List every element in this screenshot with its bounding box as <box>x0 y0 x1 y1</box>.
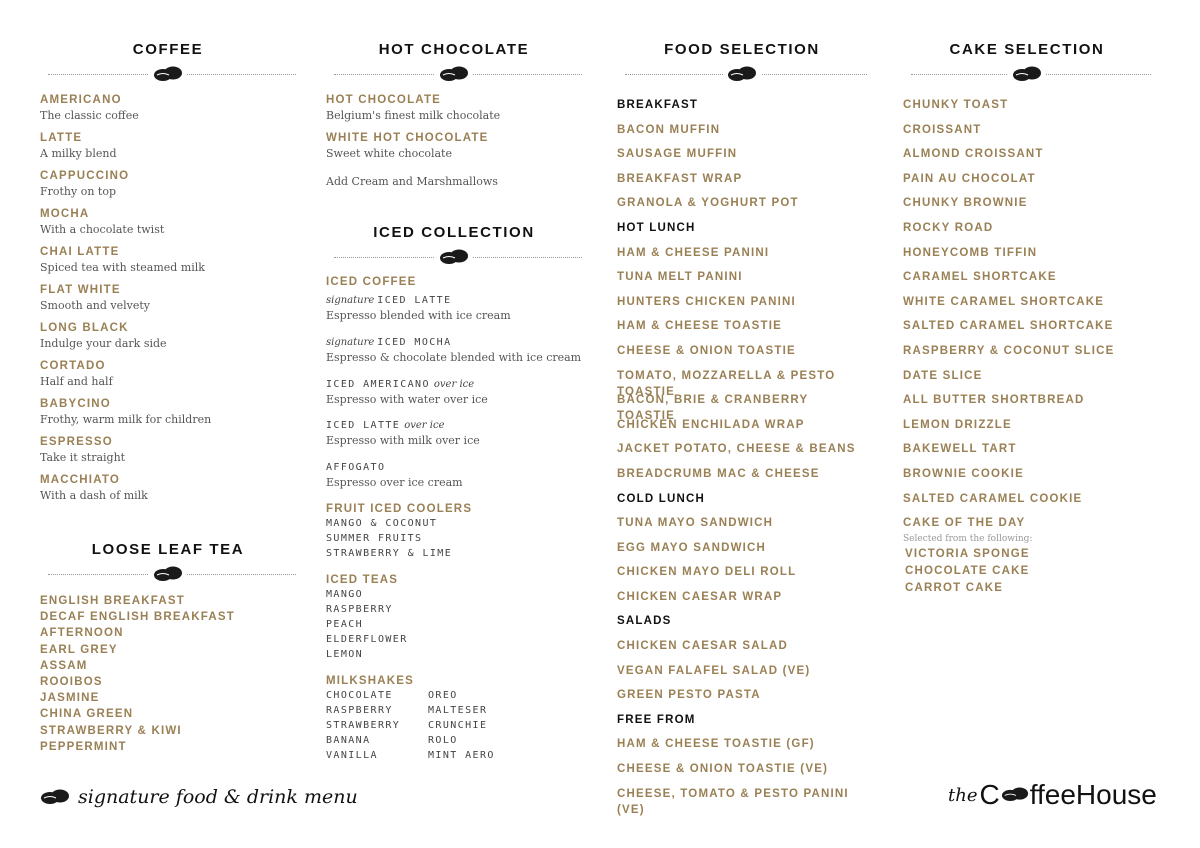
iced-section-title: ICED COLLECTION <box>373 224 535 241</box>
coffee-desc: With a chocolate twist <box>40 223 165 236</box>
coffee-item <box>40 131 296 169</box>
food-item: BACON, BRIE & CRANBERRY TOASTIE <box>617 394 809 423</box>
food-item: JACKET POTATO, CHEESE & BEANS <box>617 443 856 456</box>
coffee-item <box>40 435 296 473</box>
food-item: CHEESE & ONION TOASTIE (VE) <box>617 763 829 776</box>
coffee-desc: Indulge your dark side <box>40 337 167 350</box>
iced-tea-item: MANGO <box>326 589 364 601</box>
iced-drink-desc: Espresso blended with ice cream <box>326 309 511 322</box>
milkshake-item: CRUNCHIE <box>428 719 488 731</box>
iced-drink-desc: Espresso with water over ice <box>326 392 488 406</box>
milkshakes-left-list <box>326 689 428 763</box>
food-item: CHICKEN MAYO DELI ROLL <box>617 566 797 579</box>
food-item: TOMATO, MOZZARELLA & PESTO TOASTIE <box>617 369 836 398</box>
signature-label: signature <box>326 337 375 348</box>
milkshake-item: ROLO <box>428 734 458 746</box>
cake-item: CAKE OF THE DAY <box>903 517 1026 530</box>
coffee-item <box>40 93 296 131</box>
coffee-desc: Frothy on top <box>40 185 117 198</box>
iced-drink-desc: Espresso & chocolate blended with ice cream <box>326 351 582 364</box>
iced-drink-desc: Espresso with milk over ice <box>326 434 480 447</box>
coffee-item <box>40 207 296 245</box>
food-item: CHICKEN CAESAR SALAD <box>617 640 788 653</box>
coffee-name: LATTE <box>40 132 83 144</box>
coffee-bean-icon <box>149 566 187 582</box>
milkshake-item: MALTESER <box>428 705 488 717</box>
iced-drink-title <box>326 457 582 475</box>
hot-chocolate-desc: Belgium's finest milk chocolate <box>326 109 501 122</box>
milkshake-item: VANILLA <box>326 749 378 761</box>
food-item: TUNA MELT PANINI <box>617 271 743 284</box>
cooler-item: MANGO & COCONUT <box>326 518 438 529</box>
milkshake-item: STRAWBERRY <box>326 719 401 731</box>
cake-item: CHUNKY BROWNIE <box>903 197 1028 210</box>
cake-item: ALMOND CROISSANT <box>903 148 1044 161</box>
coffee-bean-icon <box>149 66 187 82</box>
cake-item: CARAMEL SHORTCAKE <box>903 271 1057 284</box>
coffee-desc: Take it straight <box>40 451 126 464</box>
coffee-bean-icon <box>1008 66 1046 82</box>
coffee-name: BABYCINO <box>40 398 111 410</box>
iced-drink-name: ICED LATTE <box>326 420 401 431</box>
coffee-desc: Frothy, warm milk for children <box>40 413 212 426</box>
hot-chocolate-extra: Add Cream and Marshmallows <box>326 175 498 188</box>
iced-drinks-list <box>326 290 582 498</box>
tea-item: CHINA GREEN <box>40 708 134 721</box>
coffee-name: FLAT WHITE <box>40 284 121 296</box>
logo-brand-c: C <box>979 779 1000 810</box>
cake-item: CHUNKY TOAST <box>903 99 1009 111</box>
iced-drink-title <box>326 290 582 308</box>
coffee-bean-icon <box>40 789 70 805</box>
hot-chocolate-desc: Sweet white chocolate <box>326 147 452 160</box>
hot-chocolate-item <box>326 131 582 169</box>
cake-item: ROCKY ROAD <box>903 221 994 234</box>
food-item: CHEESE & ONION TOASTIE <box>617 344 796 357</box>
cake-item: SALTED CARAMEL COOKIE <box>903 492 1083 505</box>
cake-of-day-note: Selected from the following: <box>903 533 1033 544</box>
drinks-column <box>326 40 582 763</box>
tea-section-title: LOOSE LEAF TEA <box>91 541 245 558</box>
iced-teas-list <box>326 588 582 662</box>
iced-drink-item <box>326 457 582 499</box>
cake-item: PAIN AU CHOCOLAT <box>903 172 1036 185</box>
iced-drink-item <box>326 332 582 374</box>
iced-tea-item: PEACH <box>326 618 364 630</box>
iced-drink-name: ICED LATTE <box>377 295 452 306</box>
food-item: TUNA MAYO SANDWICH <box>617 517 774 530</box>
cake-item: BAKEWELL TART <box>903 443 1017 456</box>
cake-of-day-option: VICTORIA SPONGE <box>905 547 1030 560</box>
coffee-desc: Smooth and velvety <box>40 299 150 312</box>
coffee-name: LONG BLACK <box>40 322 129 334</box>
iced-coffee-label: ICED COFFEE <box>326 276 417 288</box>
tea-divider <box>40 564 296 586</box>
coffee-desc: The classic coffee <box>40 109 139 122</box>
iced-drink-item <box>326 374 582 416</box>
signature-label: signature <box>326 295 375 306</box>
food-item: BREADCRUMB MAC & CHEESE <box>617 467 820 480</box>
coffee-name: CORTADO <box>40 360 106 372</box>
hot-chocolate-divider <box>326 64 582 86</box>
cake-section-title: CAKE SELECTION <box>949 41 1105 58</box>
fruit-coolers-label: FRUIT ICED COOLERS <box>326 503 473 515</box>
coffee-item <box>40 321 296 359</box>
food-item: HAM & CHEESE TOASTIE <box>617 320 782 333</box>
food-divider <box>617 64 867 86</box>
coffee-desc: With a dash of milk <box>40 489 148 502</box>
cooler-item: SUMMER FRUITS <box>326 532 423 544</box>
iced-drink-title <box>326 374 582 392</box>
food-item: CHICKEN ENCHILADA WRAP <box>617 418 805 431</box>
milkshakes-label: MILKSHAKES <box>326 675 415 688</box>
iced-drink-item <box>326 290 582 332</box>
coffee-bean-icon <box>435 66 473 82</box>
food-category-heading: SALADS <box>617 615 672 628</box>
food-list <box>617 97 867 816</box>
cake-of-day-option: CARROT CAKE <box>905 581 1004 594</box>
tea-item: JASMINE <box>40 692 100 705</box>
coffee-bean-icon <box>1001 787 1029 802</box>
fruit-coolers-list <box>326 517 582 561</box>
iced-drink-name: ICED AMERICANO <box>326 378 430 390</box>
food-item: VEGAN FALAFEL SALAD (VE) <box>617 664 811 677</box>
iced-tea-item: LEMON <box>326 648 364 660</box>
cooler-item: STRAWBERRY & LIME <box>326 547 453 559</box>
food-section-title: FOOD SELECTION <box>664 41 820 58</box>
cake-column <box>903 40 1151 597</box>
tea-list <box>40 593 296 755</box>
coffee-item <box>40 169 296 207</box>
food-category-heading: FREE FROM <box>617 713 696 726</box>
food-item: BREAKFAST WRAP <box>617 172 743 185</box>
cake-of-day-options <box>903 546 1151 597</box>
hot-chocolate-section-title: HOT CHOCOLATE <box>378 41 530 58</box>
tagline-text: signature food & drink menu <box>78 786 358 808</box>
tea-item: ASSAM <box>40 659 88 672</box>
coffee-desc: Half and half <box>40 375 113 388</box>
cake-divider <box>903 64 1151 86</box>
footer-tagline <box>40 786 358 808</box>
food-item: SAUSAGE MUFFIN <box>617 148 738 161</box>
over-ice-label: over ice <box>404 420 445 431</box>
iced-drink-title <box>326 415 582 433</box>
cake-item: SALTED CARAMEL SHORTCAKE <box>903 320 1114 333</box>
food-item: EGG MAYO SANDWICH <box>617 541 767 554</box>
cake-item: ALL BUTTER SHORTBREAD <box>903 394 1085 407</box>
tea-item: AFTERNOON <box>40 627 124 640</box>
tea-item: ROOIBOS <box>40 676 103 689</box>
coffee-item <box>40 283 296 321</box>
iced-tea-item: ELDERFLOWER <box>326 633 408 645</box>
coffee-item <box>40 473 296 511</box>
hot-chocolate-name: HOT CHOCOLATE <box>326 94 442 106</box>
milkshake-item: BANANA <box>326 734 371 746</box>
tea-item: EARL GREY <box>40 643 118 656</box>
coffee-bean-icon <box>723 66 761 82</box>
coffee-item <box>40 397 296 435</box>
iced-drink-name: AFFOGATO <box>326 461 386 473</box>
food-category-heading: COLD LUNCH <box>617 492 706 505</box>
tea-item: PEPPERMINT <box>40 740 127 753</box>
coffee-divider <box>40 64 296 86</box>
coffee-item <box>40 245 296 283</box>
milkshake-item: CHOCOLATE <box>326 690 393 702</box>
milkshakes-grid <box>326 689 582 763</box>
food-item: GRANOLA & YOGHURT POT <box>617 197 799 210</box>
cake-item: HONEYCOMB TIFFIN <box>903 246 1038 259</box>
tea-item: DECAF ENGLISH BREAKFAST <box>40 611 235 624</box>
coffee-name: ESPRESSO <box>40 436 113 448</box>
hot-chocolate-name: WHITE HOT CHOCOLATE <box>326 132 489 144</box>
cake-list <box>903 97 1151 540</box>
cake-of-day-option: CHOCOLATE CAKE <box>905 564 1030 577</box>
hot-chocolate-item <box>326 93 582 131</box>
milkshake-item: MINT AERO <box>428 749 495 761</box>
over-ice-label: over ice <box>433 378 475 390</box>
food-item: CHEESE, TOMATO & PESTO PANINI (VE) <box>617 787 849 816</box>
coffee-bean-icon <box>435 249 473 265</box>
coffee-name: MOCHA <box>40 208 90 220</box>
milkshake-item: RASPBERRY <box>326 705 393 717</box>
cake-item: DATE SLICE <box>903 369 983 382</box>
food-item: GREEN PESTO PASTA <box>617 689 761 702</box>
iced-drink-desc: Espresso over ice cream <box>326 475 463 489</box>
food-item: CHICKEN CAESAR WRAP <box>617 590 783 603</box>
iced-drink-title <box>326 332 582 350</box>
hot-chocolate-list <box>326 93 582 169</box>
iced-tea-item: RASPBERRY <box>326 604 393 616</box>
coffee-list <box>40 93 296 511</box>
food-category-heading: BREAKFAST <box>617 99 699 111</box>
food-item: HUNTERS CHICKEN PANINI <box>617 295 796 308</box>
brand-logo <box>948 780 1157 810</box>
food-column <box>617 40 867 816</box>
iced-divider <box>326 247 582 269</box>
food-item: HAM & CHEESE PANINI <box>617 246 770 259</box>
iced-teas-label: ICED TEAS <box>326 574 399 587</box>
cake-item: LEMON DRIZZLE <box>903 418 1012 431</box>
coffee-column <box>40 40 296 755</box>
food-item: BACON MUFFIN <box>617 123 721 136</box>
iced-drink-item <box>326 415 582 457</box>
cake-item: WHITE CARAMEL SHORTCAKE <box>903 295 1105 308</box>
logo-the: the <box>948 785 978 806</box>
coffee-name: AMERICANO <box>40 94 122 106</box>
food-category-heading: HOT LUNCH <box>617 221 696 234</box>
coffee-desc: Spiced tea with steamed milk <box>40 261 205 274</box>
coffee-section-title: COFFEE <box>132 41 204 58</box>
coffee-name: CAPPUCCINO <box>40 170 130 182</box>
cake-item: BROWNIE COOKIE <box>903 467 1024 480</box>
logo-brand-rest: ffeeHouse <box>1029 779 1157 810</box>
tea-item: ENGLISH BREAKFAST <box>40 595 185 607</box>
milkshake-item: OREO <box>428 690 458 702</box>
milkshakes-right-list <box>428 689 495 763</box>
coffee-item <box>40 359 296 397</box>
coffee-desc: A milky blend <box>40 147 117 160</box>
cake-item: CROISSANT <box>903 123 982 136</box>
food-item: HAM & CHEESE TOASTIE (GF) <box>617 738 815 751</box>
coffee-name: CHAI LATTE <box>40 246 120 258</box>
iced-drink-name: ICED MOCHA <box>377 337 452 348</box>
cake-item: RASPBERRY & COCONUT SLICE <box>903 344 1115 357</box>
coffee-name: MACCHIATO <box>40 474 121 486</box>
tea-item: STRAWBERRY & KIWI <box>40 724 182 737</box>
